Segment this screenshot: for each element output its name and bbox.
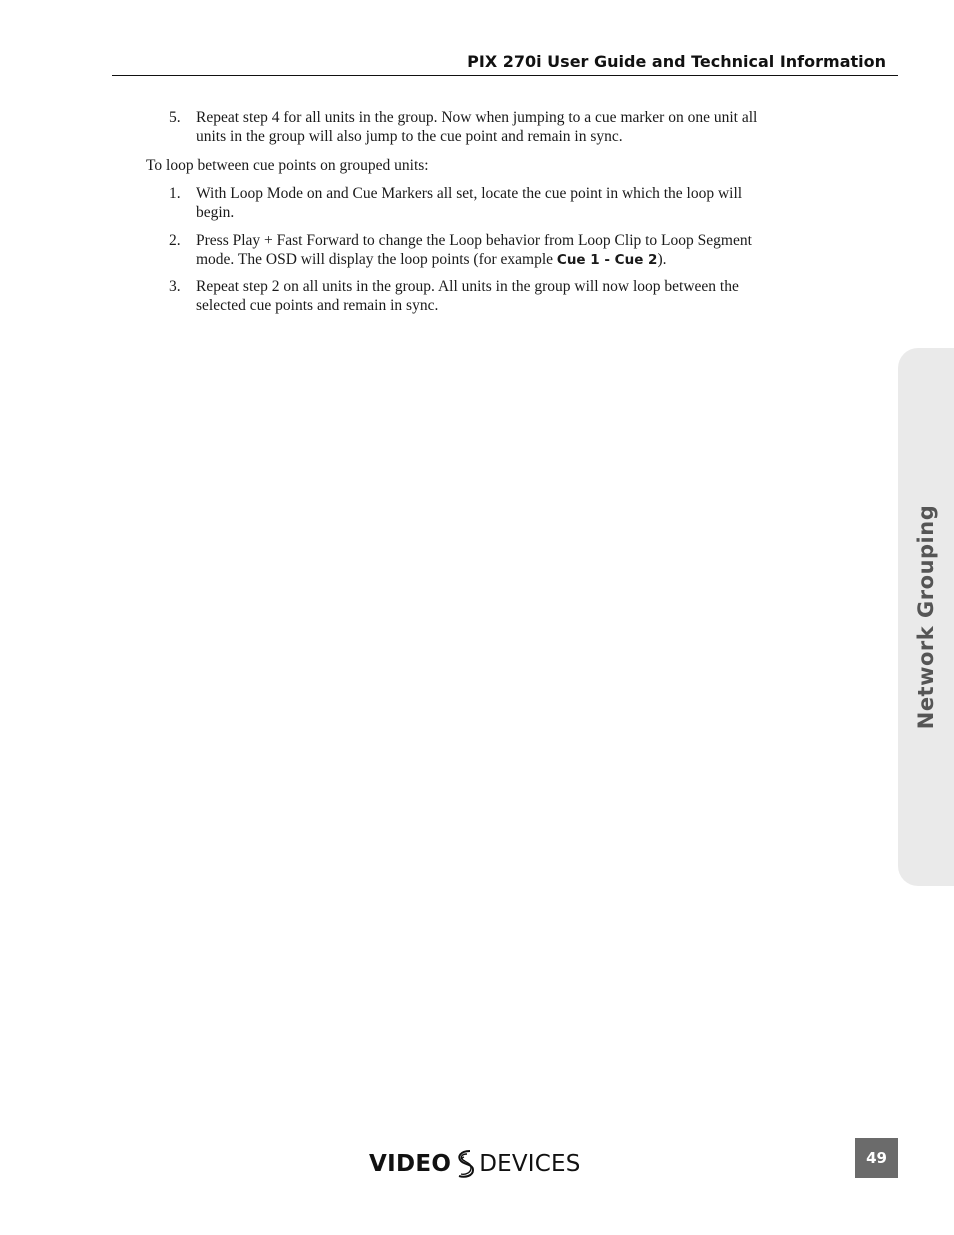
step-line: selected cue points and remain in sync. bbox=[196, 297, 439, 314]
step-text bbox=[196, 108, 836, 146]
document-header-title: PIX 270i User Guide and Technical Information bbox=[467, 52, 886, 71]
osd-code-text: Cue 1 - Cue 2 bbox=[556, 252, 658, 268]
swirl-logo-icon bbox=[452, 1148, 478, 1180]
step-line: Repeat step 4 for all units in the group. Now when jumping to a cue marker on one unit all bbox=[196, 109, 758, 126]
step-line-text: mode. The OSD will display the loop points (for example bbox=[196, 251, 557, 268]
step-number: 2. bbox=[169, 232, 181, 249]
step-text bbox=[196, 277, 836, 315]
page-number-badge: 49 bbox=[855, 1138, 898, 1178]
chapter-tab-label: Network Grouping bbox=[914, 504, 938, 730]
video-devices-logo bbox=[369, 1146, 581, 1182]
header-divider bbox=[112, 75, 898, 76]
step-text bbox=[196, 231, 836, 270]
step-text bbox=[196, 184, 836, 222]
logo-text-light: DEVICES bbox=[479, 1151, 581, 1177]
step-line: With Loop Mode on and Cue Markers all set, locate the cue point in which the loop will bbox=[196, 185, 743, 202]
step-line-text: ). bbox=[657, 251, 667, 268]
intro-paragraph: To loop between cue points on grouped units: bbox=[146, 157, 429, 174]
step-number: 5. bbox=[169, 109, 181, 126]
step-line bbox=[196, 250, 836, 270]
step-line: Press Play + Fast Forward to change the Loop behavior from Loop Clip to Loop Segment bbox=[196, 232, 752, 249]
step-line: Repeat step 2 on all units in the group. All units in the group will now loop between the bbox=[196, 278, 739, 295]
step-number: 1. bbox=[169, 185, 181, 202]
logo-text-bold: VIDEO bbox=[369, 1151, 452, 1177]
step-line: units in the group will also jump to the cue point and remain in sync. bbox=[196, 128, 623, 145]
step-number: 3. bbox=[169, 278, 181, 295]
step-line: begin. bbox=[196, 204, 235, 221]
